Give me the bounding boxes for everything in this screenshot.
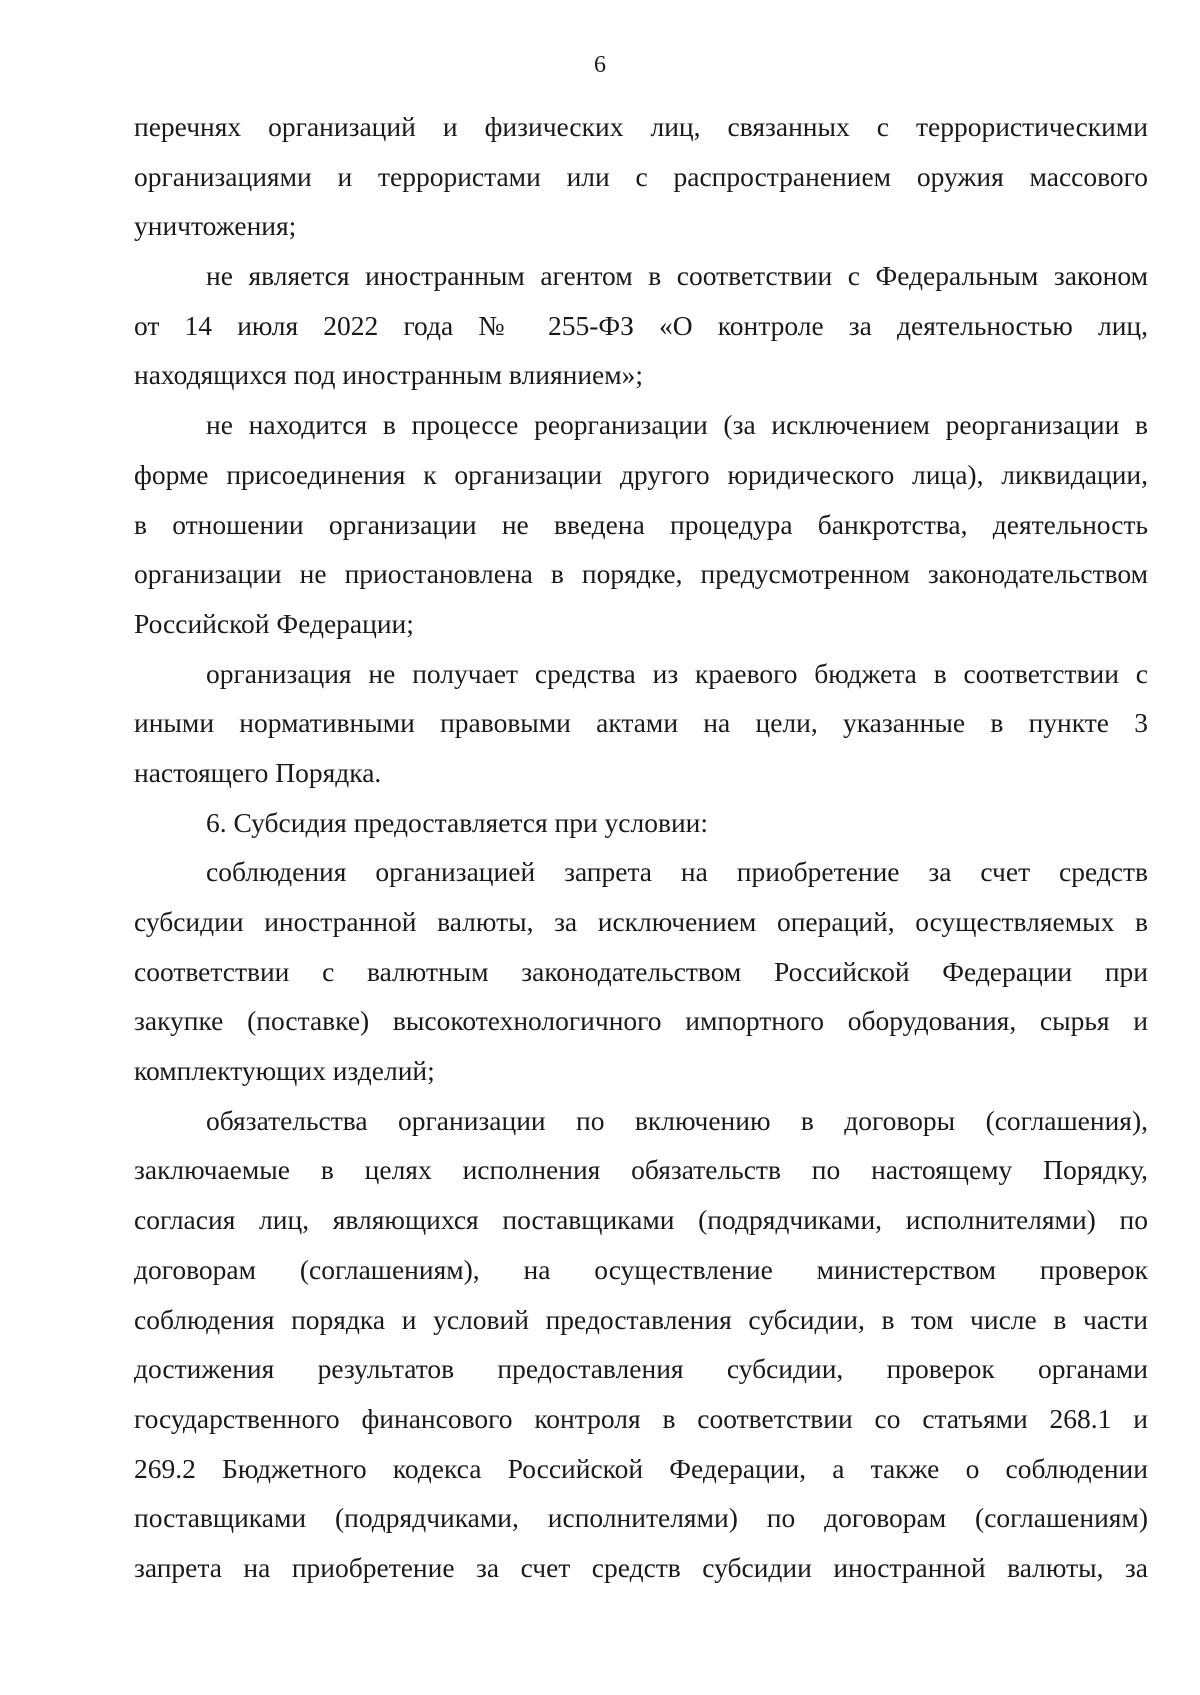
text-line: перечнях организаций и физических лиц, связанных с террористическими xyxy=(134,111,1148,142)
text-line: не находится в процессе реорганизации (за исключением реорганизации в xyxy=(206,409,1148,441)
page-number: 6 xyxy=(594,52,606,78)
text-line: уничтожения; xyxy=(134,210,297,242)
text-line: 6. Субсидия предоставляется при условии: xyxy=(206,806,709,838)
text-line: форме присоединения к организации другого юридического лица), ликвидации, xyxy=(134,458,1148,490)
text-line: не является иностранным агентом в соответствии с Федеральным законом xyxy=(206,260,1148,292)
text-line: достижения результатов предоставления субсидии, проверок органами xyxy=(134,1353,1148,1385)
text-line: запрета на приобретение за счет средств субсидии иностранной валюты, за xyxy=(134,1551,1148,1583)
text-line: субсидии иностранной валюты, за исключением операций, осуществляемых в xyxy=(134,906,1148,937)
text-line: соответствии с валютным законодательством Российской Федерации при xyxy=(134,955,1148,987)
text-line: обязательства организации по включению в договоры (соглашения), xyxy=(206,1104,1148,1136)
text-line: настоящего Порядка. xyxy=(134,756,382,788)
text-line: государственного финансового контроля в соответствии со статьями 268.1 и xyxy=(134,1402,1148,1434)
text-line: организация не получает средства из краевого бюджета в соответствии с xyxy=(206,657,1148,689)
text-line: Российской Федерации; xyxy=(134,607,414,639)
text-line: комплектующих изделий; xyxy=(134,1055,435,1087)
text-line: иными нормативными правовыми актами на цели, указанные в пункте 3 xyxy=(134,707,1148,739)
document-body xyxy=(134,102,1148,1593)
text-line: закупке (поставке) высокотехнологичного импортного оборудования, сырья и xyxy=(134,1005,1148,1037)
text-line: находящихся под иностранным влиянием»; xyxy=(134,359,644,391)
text-line: в отношении организации не введена процедура банкротства, деятельность xyxy=(134,508,1148,540)
text-line: согласия лиц, являющихся поставщиками (подрядчиками, исполнителями) по xyxy=(134,1204,1148,1236)
text-line: 269.2 Бюджетного кодекса Российской Федерации, а также о соблюдении xyxy=(134,1452,1148,1484)
text-line: организациями и террористами или с распространением оружия массового xyxy=(134,160,1148,192)
text-line: организации не приостановлена в порядке, предусмотренном законодательством xyxy=(134,558,1148,590)
text-line: соблюдения порядка и условий предоставления субсидии, в том числе в части xyxy=(134,1303,1148,1335)
text-line: заключаемые в целях исполнения обязательств по настоящему Порядку, xyxy=(134,1154,1148,1186)
text-line: соблюдения организацией запрета на приобретение за счет средств xyxy=(206,856,1148,888)
text-line: договорам (соглашениям), на осуществление министерством проверок xyxy=(134,1253,1148,1285)
text-line: поставщиками (подрядчиками, исполнителями) по договорам (соглашениям) xyxy=(134,1502,1148,1534)
text-line: от 14 июля 2022 года № 255-ФЗ «О контроле за деятельностью лиц, xyxy=(134,309,1148,341)
